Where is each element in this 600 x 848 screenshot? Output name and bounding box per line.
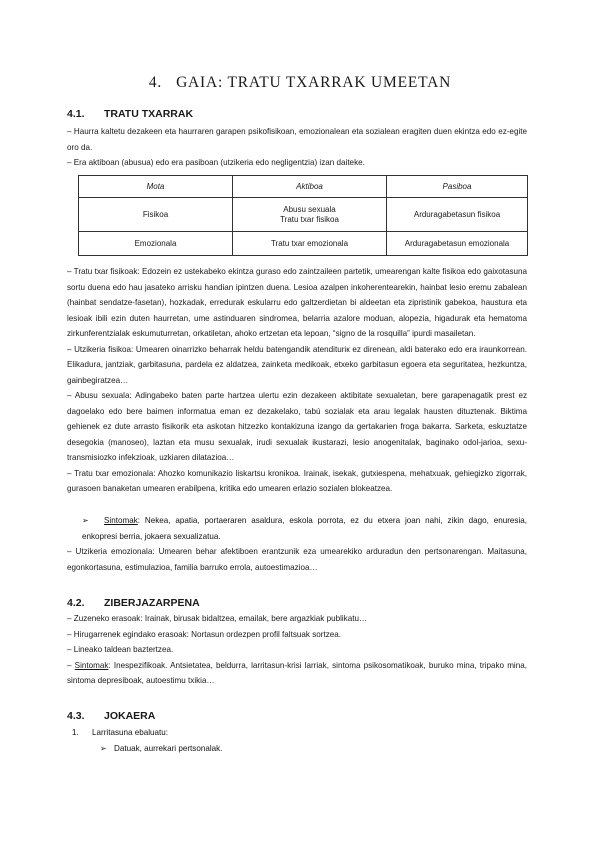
section-4-2-body [67,611,527,689]
table-header-cell: Pasiboa [387,176,528,198]
sub-bullet: ➢ Datuak, aurrekari pertsonalak. [100,741,222,757]
list-item: – Zuzeneko erasoak: Irainak, birusak bidaltzea, emailak, bere argazkiak publikatu… [67,614,368,623]
section-heading-4-2: 4.2. ZIBERJAZARPENA [67,597,200,609]
symptoms-bullet: ➢ Sintomak: Nekea, apatia, portaeraren asaldura, eskola porrota, ez du etxera joan nahi, zikin dago, enuresia, enkopresi berria, jokaera sexualizatua. [82,513,527,544]
chapter-number: 4. [148,74,163,91]
section-4-1-body [67,264,527,497]
emotional-neglect-paragraph: – Utzikeria emozionala: Umearen behar afektiboen erantzunik eza umearekiko arduradun den pertsonarengan. Maitasuna, egonkortasuna, estimulazioa, familia barruko errola, autoestimazioa… [67,547,527,572]
list-item: – Lineako taldean baztertzea. [67,645,174,654]
physical-abuse-paragraph: – Tratu txar fisikoak: Edozein ez ustekabeko ekintza guraso edo zaintzaileen partetik, umearengan kalte fisikoa edo gaixotasuna sortu duena edo hau jasateko arrisku handian ipintzen duena. Lesioa azalpen inkoherentearekin, hainbat lesio eremu zabalean (hainbat sendatze-fasetan), hozkadak, erredurak eskularru edo galtzerdietan bi aldeetan eta zipristinik gabekoa, haustura eta lesioak ibili ezin duten haurretan, ume astinduaren sindromea, belarria azalore moduan, alopezia, higadurak eta hematoma zirkunferentzialak eskumuturretan, orkatiletan, ahoko ertzetan eta lepoan, “signo de la rosquilla” ipurdi masailetan. [67,267,527,338]
table-header-cell: Mota [79,176,233,198]
definition-paragraph: – Haurra kaltetu dezakeen eta haurraren garapen psikofisikoan, emozionalean eta sozialean eragiten duen ekintza edo ez-egite oro da. [67,127,527,152]
table-cell: Arduragabetasun emozionala [387,232,528,256]
table-cell: Abusu sexuala Tratu txar fisikoa [233,198,387,232]
table-cell: Arduragabetasun fisikoa [387,198,528,232]
arrow-bullet-icon: ➢ [100,744,107,753]
list-item: – Sintomak: Inespezifikoak. Antsietatea, beldurra, larritasun-krisi larriak, sintoma psikosomatikoak, buruko mina, tripako mina, sintoma depresiboak, autoestimu txikia… [67,660,527,685]
abuse-types-table [78,175,528,256]
section-heading-4-3: 4.3. JOKAERA [67,710,156,722]
section-4-1-intro [67,124,527,171]
table-header-cell: Aktiboa [233,176,387,198]
table-cell: Fisikoa [79,198,233,232]
table-row [79,198,528,232]
emotional-neglect-block [67,544,527,575]
table-row [79,232,528,256]
section-heading-4-1: 4.1. TRATU TXARRAK [67,108,194,120]
types-paragraph: – Era aktiboan (abusua) edo era pasiboan (utzikeria edo negligentzia) izan daiteke. [67,158,365,167]
list-item: – Hirugarrenek egindako erasoak: Nortasun ordezpen profil faltsuak sortzea. [67,629,341,639]
page-title [0,74,600,92]
table-header-row [79,176,528,198]
sexual-abuse-paragraph: – Abusu sexuala: Adingabeko baten parte hartzea ulertu ezin dezakeen aktibitate sexualetan, bere garapenagatik prest ez dagoelako edo bere baimen informatua eman ez dezakelako, tabú sozialak eta arau legalak hausten dituztenak. Biktima gehienek ez dute arrasto fisikorik eta askotan hitzezko kontakizuna izango da gertakarien froga bakarra. Sarketa, eskuztatze desegokia (manoseo), laztan eta musu sexualak, irudi sexualak ikustarazi, lesio anogenitalak, baginako odol-jarioa, sexu-transmisiozko infekzioak, uzkiaren dilatazioa… [67,391,527,462]
table-cell: Tratu txar emozionala [233,232,387,256]
table-cell: Emozionala [79,232,233,256]
chapter-title: GAIA: TRATU TXARRAK UMEETAN [176,74,452,91]
arrow-bullet-icon: ➢ [82,516,89,525]
numbered-list-item: 1. Larritasuna ebaluatu: [72,728,169,737]
emotional-abuse-paragraph: – Tratu txar emozionala: Ahozko komunikazio liskartsu kronikoa. Irainak, isekak, gutxiespena, mehatxuak, gehiegizko zigorrak, gurasoen banaketan umearen erabilpena, kritika edo umearen erlazio sozialen blokeatzea. [67,468,527,493]
physical-neglect-paragraph: – Utzikeria fisikoa: Umearen oinarrizko beharrak heldu batengandik atendituriк ez direnean, aldi baterako edo era iraunkorrean. Elikadura, jantziak, garbitasuna, pardela ez aldatzea, zainketa medikoak, etxeko garbitasun egoera eta seguritatea, hezkuntza, gainbegiratzea… [67,344,527,385]
